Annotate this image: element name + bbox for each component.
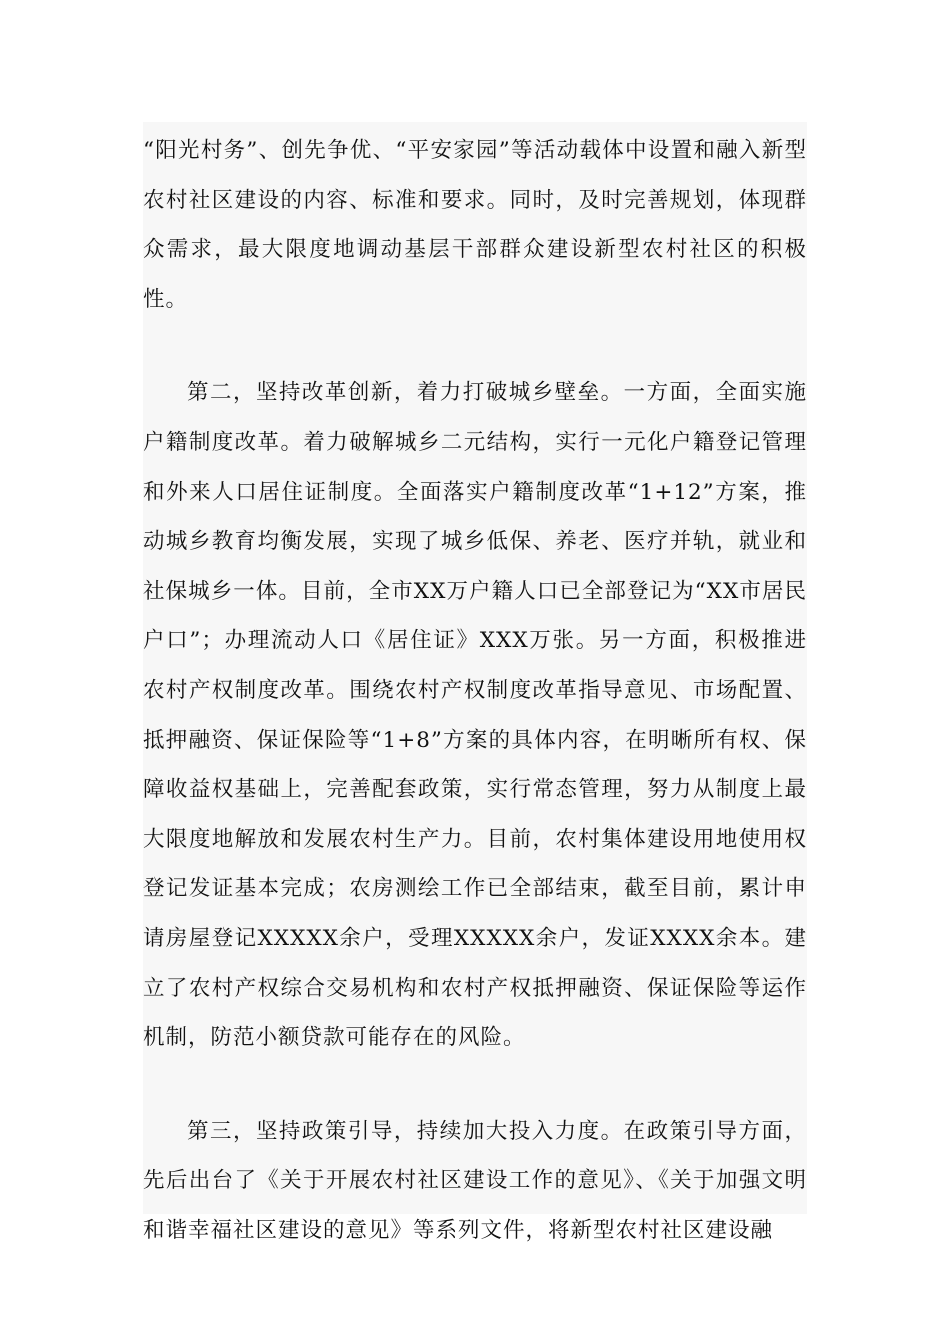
document-page [143,122,807,1243]
paragraph-1: “阳光村务”、创先争优、“平安家园”等活动载体中设置和融入新型农村社区建设的内容、标准和要求。同时，及时完善规划，体现群众需求，最大限度地调动基层干部群众建设新型农村社区的积极性。 [143,138,807,312]
paragraph-gap [143,1063,807,1107]
paragraph-2: 第二，坚持改革创新，着力打破城乡壁垒。一方面，全面实施户籍制度改革。着力破解城乡二元结构，实行一元化户籍登记管理和外来人口居住证制度。全面落实户籍制度改革“1+12”方案，推动城乡教育均衡发展，实现了城乡低保、养老、医疗并轨，就业和社保城乡一体。目前，全市XX万户籍人口已全部登记为“XX市居民户口”；办理流动人口《居住证》XXX万张。另一方面，积极推进农村产权制度改革。围绕农村产权制度改革指导意见、市场配置、抵押融资、保证保险等“1+8”方案的具体内容，在明晰所有权、保障收益权基础上，完善配套政策，实行常态管理，努力从制度上最大限度地解放和发展农村生产力。目前，农村集体建设用地使用权登记发证基本完成；农房测绘工作已全部结束，截至目前，累计申请房屋登记XXXXX余户，受理XXXXX余户，发证XXXX余本。建立了农村产权综合交易机构和农村产权抵押融资、保证保险等运作机制，防范小额贷款可能存在的风险。 [143,380,807,1051]
paragraph-3: 第三，坚持政策引导，持续加大投入力度。在政策引导方面，先后出台了《关于开展农村社区建设工作的意见》、《关于加强文明和谐幸福社区建设的意见》等系列文件，将新型农村社区建设融 [143,1118,807,1243]
paragraph-gap [143,324,807,368]
